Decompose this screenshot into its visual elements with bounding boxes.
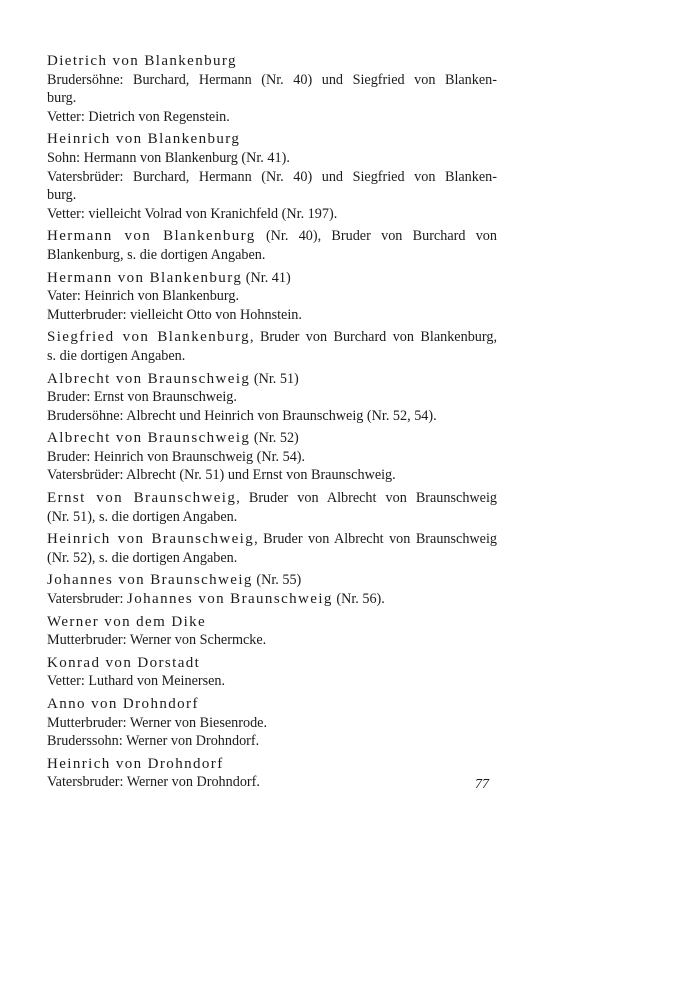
entry-line: [47, 571, 497, 590]
entry-line: [47, 186, 497, 205]
entry-line: [47, 168, 497, 187]
text-block: [47, 52, 497, 796]
entry-line: [47, 654, 497, 673]
entry-line: [47, 306, 497, 325]
entry-line: [47, 370, 497, 389]
register-entry: [47, 489, 497, 526]
register-entry: [47, 328, 497, 365]
entry-line: [47, 205, 497, 224]
person-name: Heinrich von Drohndorf: [47, 755, 224, 772]
entry-line: [47, 508, 497, 527]
person-name: Johannes von Braunschweig: [126, 591, 333, 608]
person-name: Dietrich von Blankenburg: [47, 53, 237, 69]
entry-text: burg.: [47, 187, 77, 204]
entry-text: Mutterbruder: Werner von Biesenrode.: [47, 714, 268, 731]
entry-text: Vatersbruder: Werner von Drohndorf.: [47, 774, 260, 791]
entry-text: Brudersöhne: Albrecht und Heinrich von Braunschweig (Nr. 52, 54).: [47, 407, 437, 424]
register-entry: [47, 654, 497, 691]
register-entry: [47, 695, 497, 751]
register-entry: [47, 571, 497, 608]
entry-text: (Nr. 55): [252, 572, 302, 589]
entry-line: [47, 732, 497, 751]
entry-text: Vatersbrüder: Albrecht (Nr. 51) und Ernst von Braunschweig.: [47, 467, 396, 484]
person-name: Albrecht von Braunschweig: [47, 370, 251, 387]
entry-line: [47, 287, 497, 306]
entry-line: [47, 714, 497, 733]
entry-text: Vater: Heinrich von Blankenburg.: [47, 288, 240, 305]
entry-text: (Nr. 52): [250, 430, 299, 447]
entry-line: [47, 71, 497, 90]
register-entry: [47, 755, 497, 792]
register-entry: [47, 370, 497, 426]
entry-text: (Nr. 51): [250, 370, 299, 387]
register-entry: [47, 130, 497, 223]
entry-line: [47, 52, 497, 71]
entry-text: Vetter: Dietrich von Regenstein.: [47, 108, 230, 125]
person-name: Werner von dem Dike: [47, 613, 207, 630]
register-entry: [47, 429, 497, 485]
entry-line: [47, 530, 497, 549]
entry-text: Bruder: Heinrich von Braunschweig (Nr. 54).: [47, 448, 306, 465]
page-number: 77: [475, 777, 489, 792]
entry-line: [47, 407, 497, 426]
person-name: Albrecht von Braunschweig: [47, 430, 251, 447]
entry-text: (Nr. 52), s. die dortigen Angaben.: [47, 549, 238, 566]
entry-text: Mutterbruder: Werner von Schermcke.: [47, 632, 267, 649]
register-entry: [47, 269, 497, 325]
entry-text: , Bruder von Burchard von Blankenburg,: [249, 329, 497, 346]
person-name: Hermann von Blankenburg: [47, 228, 256, 245]
entry-text: (Nr. 56).: [332, 591, 385, 608]
entry-text: Sohn: Hermann von Blankenburg (Nr. 41).: [47, 149, 290, 166]
entry-text: (Nr. 41): [242, 269, 291, 286]
entry-line: [47, 489, 497, 508]
entry-text: , Bruder von Albrecht von Braunschweig: [236, 490, 497, 507]
entry-line: [47, 89, 497, 108]
entry-text: Mutterbruder: vielleicht Otto von Hohnstein.: [47, 306, 302, 323]
entry-line: [47, 613, 497, 632]
register-entry: [47, 613, 497, 650]
entry-line: [47, 448, 497, 467]
entry-text: , Bruder von Albrecht von Braunschweig: [254, 531, 497, 548]
register-entry: [47, 52, 497, 126]
register-entry: [47, 530, 497, 567]
person-name: Heinrich von Braunschweig: [47, 531, 255, 548]
person-name: Anno von Drohndorf: [47, 696, 199, 712]
entry-text: Blankenburg, s. die dortigen Angaben.: [47, 246, 266, 263]
entry-text: Vatersbruder:: [47, 591, 127, 608]
entry-line: [47, 773, 497, 792]
entry-text: (Nr. 51), s. die dortigen Angaben.: [47, 508, 238, 525]
entry-text: Vatersbrüder: Burchard, Hermann (Nr. 40) und Siegfried von Blanken-: [47, 168, 497, 185]
person-name: Siegfried von Blankenburg: [47, 329, 250, 346]
entry-line: [47, 149, 497, 168]
register-entry: [47, 227, 497, 264]
entry-line: [47, 108, 497, 127]
entry-line: [47, 246, 497, 265]
entry-line: [47, 631, 497, 650]
entry-line: [47, 695, 497, 714]
entry-line: [47, 755, 497, 774]
entry-line: [47, 429, 497, 448]
entry-text: Vetter: vielleicht Volrad von Kranichfeld (Nr. 197).: [47, 205, 338, 222]
entry-line: [47, 590, 497, 609]
entry-line: [47, 269, 497, 288]
entry-line: [47, 347, 497, 366]
person-name: Ernst von Braunschweig: [47, 490, 237, 507]
entry-text: Bruder: Ernst von Braunschweig.: [47, 389, 237, 406]
entry-text: Vetter: Luthard von Meinersen.: [47, 673, 226, 690]
entry-line: [47, 388, 497, 407]
person-name: Heinrich von Blankenburg: [47, 131, 241, 148]
entry-line: [47, 466, 497, 485]
entry-line: [47, 549, 497, 568]
person-name: Hermann von Blankenburg: [47, 269, 243, 286]
person-name: Konrad von Dorstadt: [47, 654, 201, 671]
person-name: Johannes von Braunschweig: [47, 572, 253, 589]
entry-text: Bruderssohn: Werner von Drohndorf.: [47, 733, 260, 750]
entry-line: [47, 672, 497, 691]
entry-text: s. die dortigen Angaben.: [47, 347, 186, 364]
entry-line: [47, 227, 497, 246]
entry-text: Brudersöhne: Burchard, Hermann (Nr. 40) und Siegfried von Blanken-: [47, 71, 497, 88]
entry-line: [47, 130, 497, 149]
entry-text: burg.: [47, 90, 77, 107]
entry-text: (Nr. 40), Bruder von Burchard von: [255, 228, 497, 245]
entry-line: [47, 328, 497, 347]
